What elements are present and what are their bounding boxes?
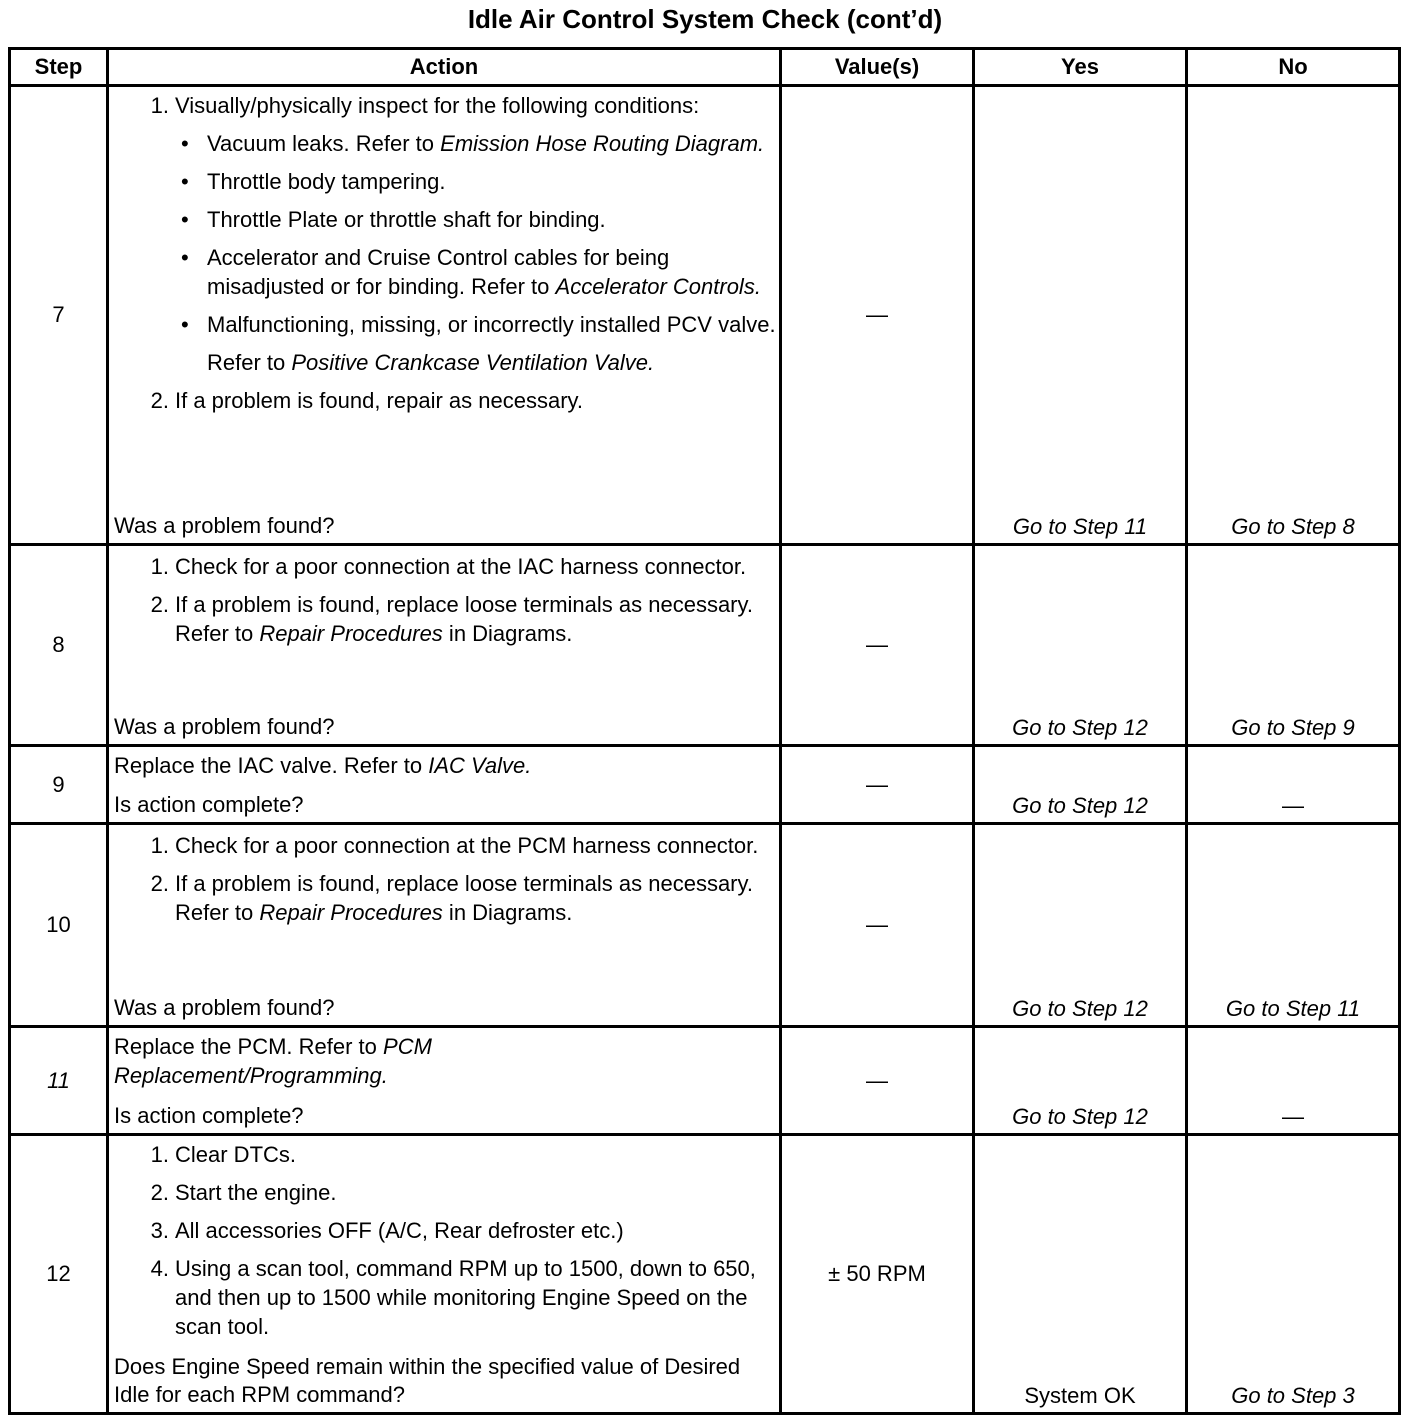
no-result: —	[1282, 793, 1304, 818]
question-text: Was a problem found?	[114, 714, 335, 739]
yes-result: Go to Step 12	[1012, 1104, 1148, 1129]
no-result: —	[1282, 1104, 1304, 1129]
action-cell: Replace the IAC valve. Refer to IAC Valve. Is action complete?	[108, 746, 781, 824]
value-cell: —	[781, 824, 974, 1027]
value-cell: —	[781, 545, 974, 746]
step-number: 9	[10, 746, 108, 824]
question-text: Was a problem found?	[114, 513, 335, 538]
no-cell	[1187, 545, 1400, 746]
no-cell	[1187, 1135, 1400, 1414]
header-no: No	[1187, 49, 1400, 86]
no-cell	[1187, 824, 1400, 1027]
no-result: Go to Step 3	[1231, 1383, 1355, 1408]
step-number: 7	[10, 86, 108, 545]
step-number: 11	[10, 1027, 108, 1135]
action-cell: 1. Check for a poor connection at the PCM harness connector. 2. If a problem is found, replace loose terminals as necessary. Refer to Repair Procedures in Diagrams. Was a problem found?	[108, 824, 781, 1027]
table-row-step-12	[10, 1135, 1400, 1414]
yes-cell	[974, 545, 1187, 746]
value-cell: —	[781, 1027, 974, 1135]
table-row-step-8	[10, 545, 1400, 746]
no-result: Go to Step 9	[1231, 715, 1355, 740]
action-cell: 1. Clear DTCs. 2. Start the engine. 3. All accessories OFF (A/C, Rear defroster etc.) 4. Using a scan tool, command RPM up to 1500, down to 650, and then up to 1500 while monitoring Engine Speed on the scan tool. Does Engine Speed remain within the specified value of Desired Idle for each RPM command?	[108, 1135, 781, 1414]
action-cell: 1. Check for a poor connection at the IAC harness connector. 2. If a problem is found, replace loose terminals as necessary. Refer to Repair Procedures in Diagrams. Was a problem found?	[108, 545, 781, 746]
question-text: Does Engine Speed remain within the specified value of Desired Idle for each RPM command?	[114, 1354, 741, 1407]
yes-cell	[974, 1027, 1187, 1135]
page-title: Idle Air Control System Check (cont’d)	[467, 4, 943, 34]
action-cell: 1. Visually/physically inspect for the following conditions: • Vacuum leaks. Refer to Emission Hose Routing Diagram. • Throttle body tampering. • Throttle Plate or throttle shaft for binding. • Accelerator and Cruise Control cables for being misadjusted or for binding. Refer to Accelerator Controls. • Malfunctioning, missing, or incorrectly installed PCV valve. Refer to Positive Crankcase Ventilation Valve. 2. If a problem is found, repair as necessary. Was a problem found?	[108, 86, 781, 545]
yes-result: Go to Step 12	[1012, 996, 1148, 1021]
action-cell: Replace the PCM. Refer to PCM Replacement/Programming. Is action complete?	[108, 1027, 781, 1135]
no-result: Go to Step 8	[1231, 514, 1355, 539]
step-number: 12	[10, 1135, 108, 1414]
table-row-step-7	[10, 86, 1400, 545]
question-text: Is action complete?	[114, 792, 304, 817]
table-row-step-9	[10, 746, 1400, 824]
yes-cell	[974, 746, 1187, 824]
no-result: Go to Step 11	[1225, 996, 1361, 1021]
no-cell	[1187, 1027, 1400, 1135]
diagnostic-table	[8, 47, 1401, 1415]
value-cell: —	[781, 746, 974, 824]
table-row-step-10	[10, 824, 1400, 1027]
header-action: Action	[108, 49, 781, 86]
header-row	[10, 49, 1400, 86]
no-cell	[1187, 746, 1400, 824]
yes-result: Go to Step 12	[1012, 715, 1148, 740]
no-cell	[1187, 86, 1400, 545]
step-number: 8	[10, 545, 108, 746]
yes-cell	[974, 824, 1187, 1027]
value-cell: —	[781, 86, 974, 545]
value-cell: ± 50 RPM	[781, 1135, 974, 1414]
question-text: Was a problem found?	[114, 995, 335, 1020]
yes-result: Go to Step 12	[1012, 793, 1148, 818]
header-step: Step	[10, 49, 108, 86]
yes-cell	[974, 86, 1187, 545]
step-number: 10	[10, 824, 108, 1027]
yes-result: System OK	[1024, 1383, 1136, 1408]
question-text: Is action complete?	[114, 1103, 304, 1128]
header-yes: Yes	[974, 49, 1187, 86]
yes-cell	[974, 1135, 1187, 1414]
table-row-step-11	[10, 1027, 1400, 1135]
yes-result: Go to Step 11	[1012, 514, 1148, 539]
header-values: Value(s)	[781, 49, 974, 86]
